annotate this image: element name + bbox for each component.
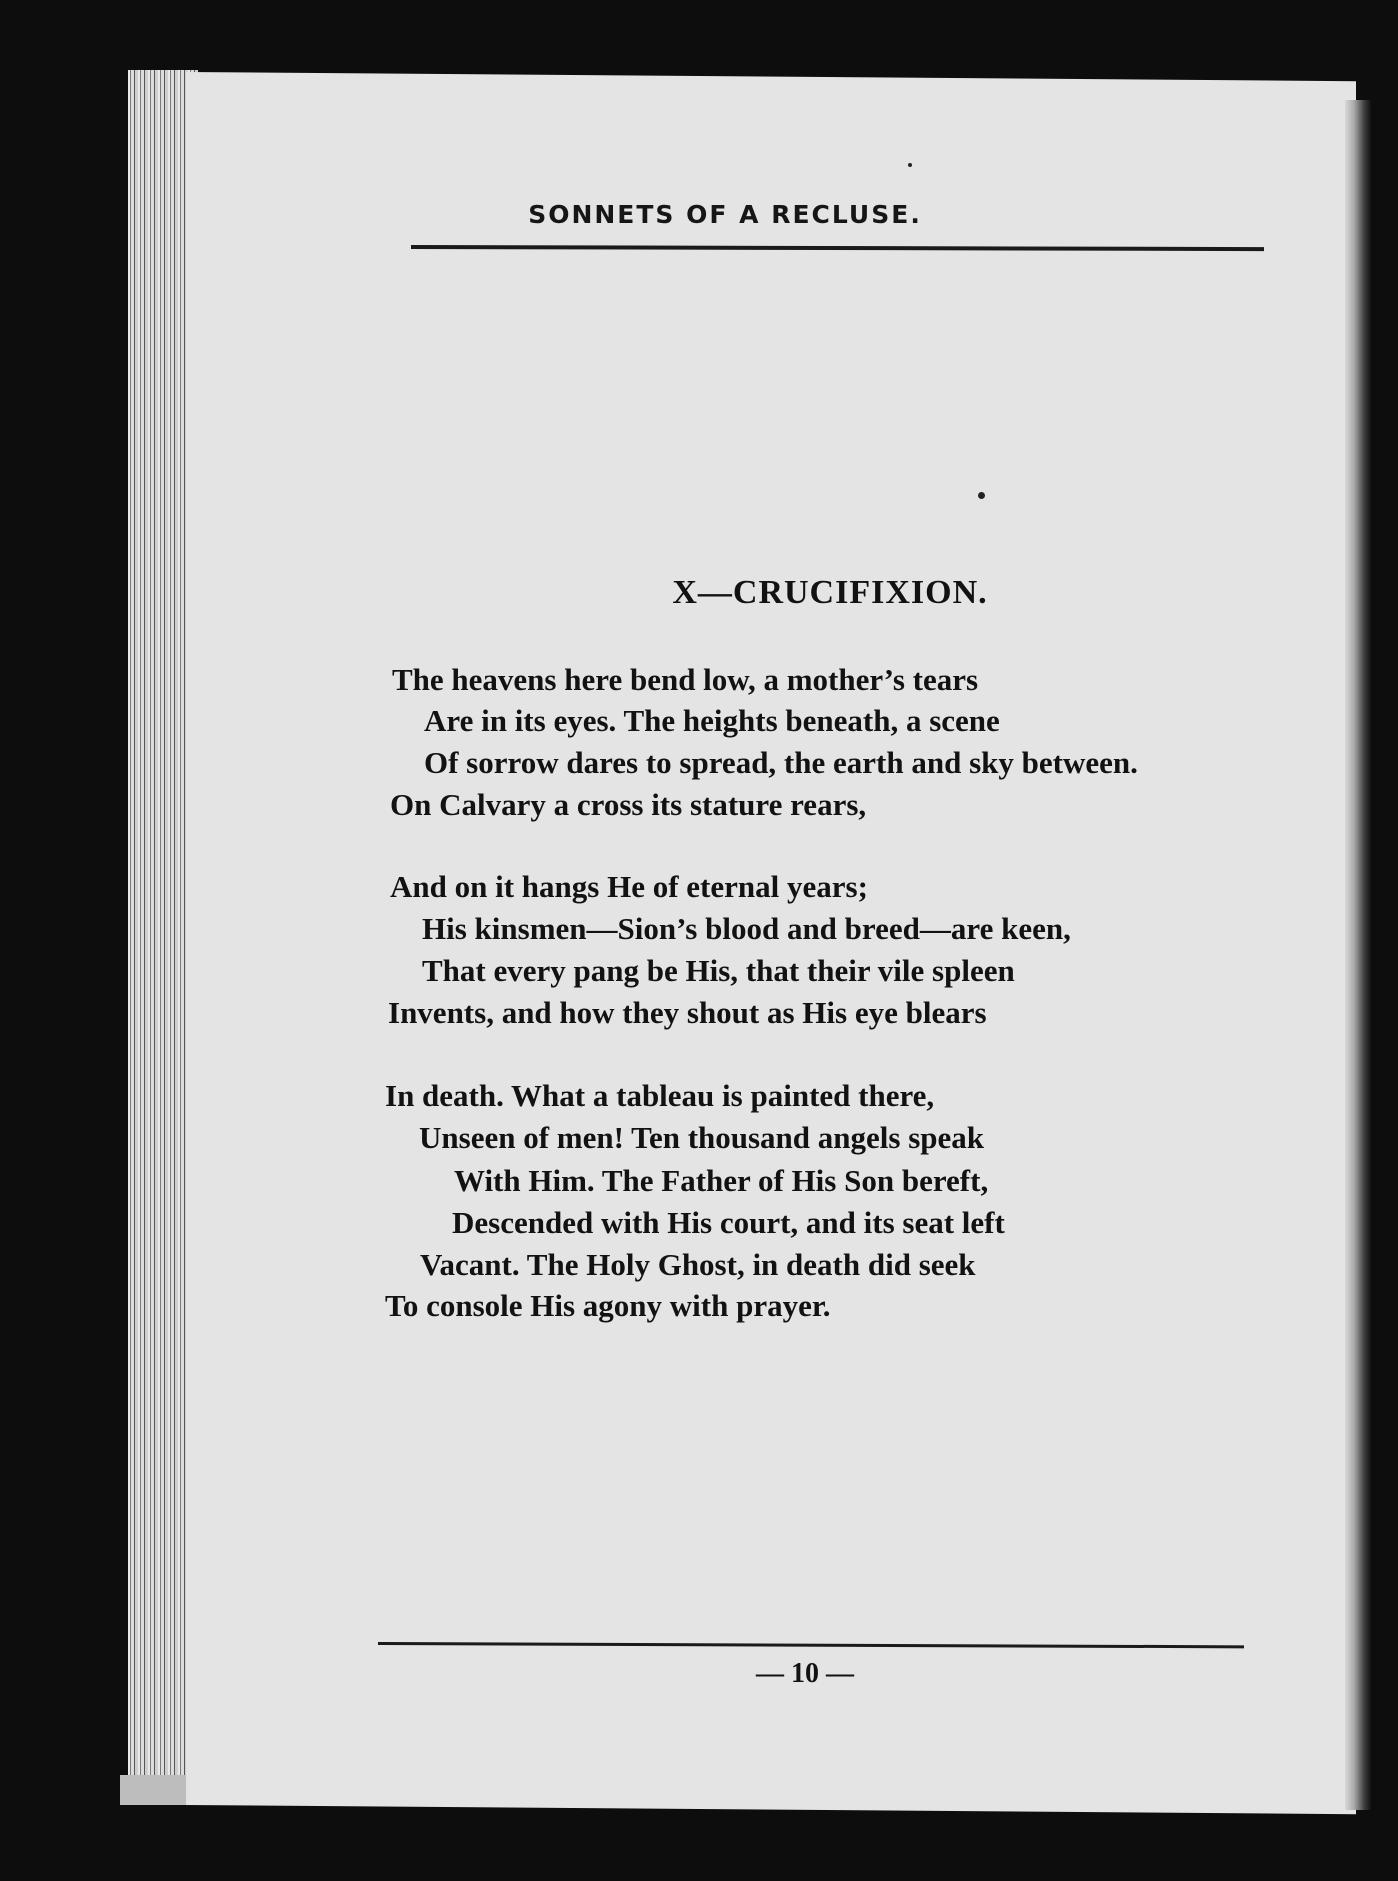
poem-line: That every pang be His, that their vile spleen xyxy=(422,953,1015,988)
poem-title: X—CRUCIFIXION. xyxy=(672,574,988,611)
print-speck xyxy=(908,163,912,167)
poem-line: The heavens here bend low, a mother’s tears xyxy=(392,662,979,697)
poem-line: Invents, and how they shout as His eye blears xyxy=(388,995,987,1030)
poem-line: Unseen of men! Ten thousand angels speak xyxy=(419,1120,985,1155)
poem-line: Are in its eyes. The heights beneath, a scene xyxy=(424,703,1000,738)
poem-line: Descended with His court, and its seat left xyxy=(452,1205,1005,1240)
print-speck xyxy=(978,492,985,499)
poem-line: On Calvary a cross its stature rears, xyxy=(390,787,867,822)
running-head: SONNETS OF A RECLUSE. xyxy=(528,200,922,229)
page-number: — 10 — xyxy=(756,1658,854,1689)
page-gutter-shadow xyxy=(1345,100,1371,1810)
poem-line: Of sorrow dares to spread, the earth and sky between. xyxy=(424,745,1138,780)
poem-line: To console His agony with prayer. xyxy=(385,1288,831,1323)
poem-line: And on it hangs He of eternal years; xyxy=(390,869,868,904)
poem-line: In death. What a tableau is painted there, xyxy=(385,1078,935,1113)
poem-line: With Him. The Father of His Son bereft, xyxy=(454,1163,989,1198)
poem-line: Vacant. The Holy Ghost, in death did seek xyxy=(420,1247,976,1282)
poem-line: His kinsmen—Sion’s blood and breed—are keen, xyxy=(422,911,1071,946)
